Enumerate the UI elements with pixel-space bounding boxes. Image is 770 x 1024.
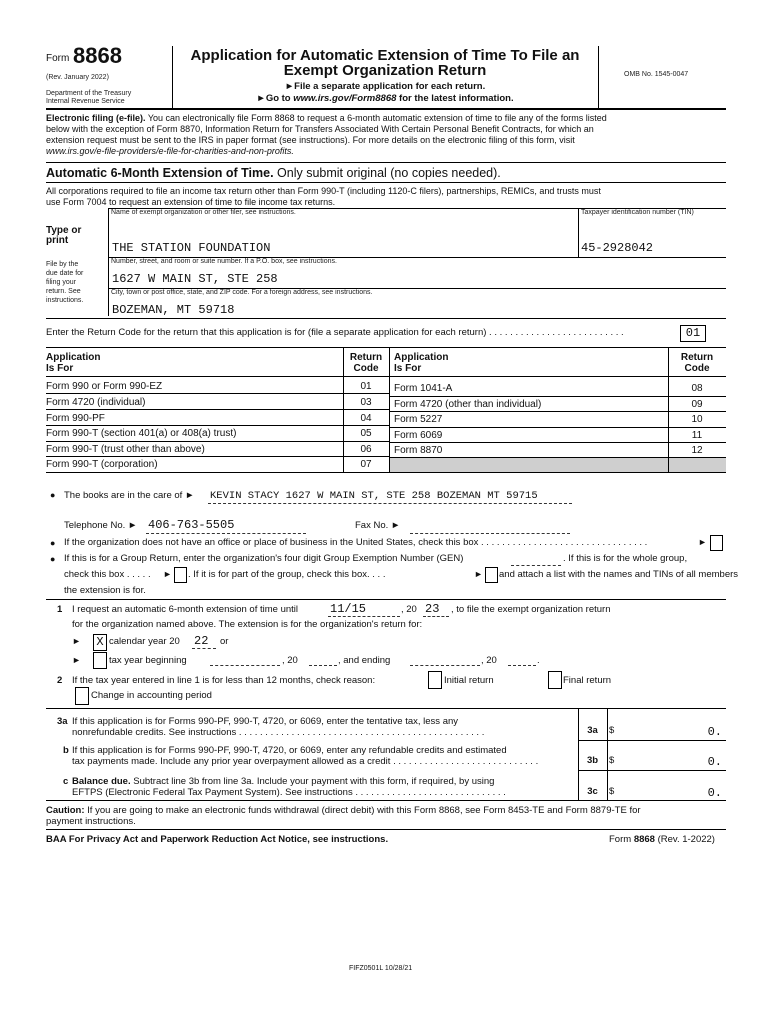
bullet-icon: ● bbox=[50, 490, 56, 500]
org-name-label: Name of exempt organization or other filer, see instructions. bbox=[111, 209, 296, 216]
change-accounting-checkbox[interactable] bbox=[75, 687, 89, 705]
tax-year-begin-year-field[interactable] bbox=[309, 665, 337, 666]
arrow-icon: ► bbox=[390, 520, 401, 531]
fax-label: Fax No. ► bbox=[355, 520, 401, 531]
table-row: Form 6069 bbox=[394, 430, 443, 441]
table-row: Form 990 or Form 990-EZ bbox=[46, 381, 163, 392]
omb-number: OMB No. 1545-0047 bbox=[624, 71, 689, 78]
group-return-text: If this is for a Group Return, enter the organization's four digit Group Exemption Number (GEN) bbox=[64, 553, 464, 564]
table-row: Form 4720 (other than individual) bbox=[394, 399, 542, 410]
arrow-icon: ► bbox=[474, 569, 483, 579]
whole-group-checkbox[interactable] bbox=[174, 567, 187, 583]
arrow-icon: ► bbox=[163, 569, 172, 579]
form-number: 8868 bbox=[73, 43, 122, 68]
form-word: Form bbox=[46, 53, 70, 64]
extension-year-field[interactable]: 23 bbox=[425, 602, 440, 616]
form-code: FIFZ0501L 10/28/21 bbox=[349, 965, 413, 972]
initial-return-checkbox[interactable] bbox=[428, 671, 442, 689]
tax-year-begin-field[interactable] bbox=[210, 665, 280, 666]
arrow-icon: ► bbox=[284, 81, 295, 92]
return-code-prompt: Enter the Return Code for the return that this application is for (file a separate application for each return) . . . . . . . . . . . . . . . . . . . . . . . . . . bbox=[46, 327, 624, 338]
books-care-field[interactable]: KEVIN STACY 1627 W MAIN ST, STE 258 BOZEMAN MT 59715 bbox=[210, 490, 538, 502]
books-label: The books are in the care of ► bbox=[64, 490, 195, 501]
tin-field[interactable]: 45-2928042 bbox=[581, 241, 654, 255]
fax-field[interactable] bbox=[410, 533, 570, 534]
dollar-sign: $ bbox=[609, 786, 615, 797]
line-2-number: 2 bbox=[57, 675, 63, 686]
department-line1: Department of the Treasury bbox=[46, 90, 132, 97]
table-row: Form 990-PF bbox=[46, 413, 105, 424]
calendar-year-checkbox[interactable]: X bbox=[93, 634, 107, 651]
bullet-icon: ● bbox=[50, 554, 56, 564]
efile-link[interactable]: www.irs.gov/e-file-providers/e-file-for-charities-and-non-profits. bbox=[46, 146, 294, 156]
arrow-icon: ► bbox=[698, 537, 707, 547]
form-title-line2: Exempt Organization Return bbox=[283, 62, 487, 79]
baa-notice: BAA For Privacy Act and Paperwork Reduction Act Notice, see instructions. bbox=[46, 834, 389, 845]
type-or-print-line1: Type or bbox=[46, 225, 82, 236]
city-label: City, town or post office, state, and ZIP code. For a foreign address, see instructions. bbox=[111, 289, 373, 296]
caution-note: Caution: If you are going to make an electronic funds withdrawal (direct debit) with this Form 8868, see Form 8453-TE and Form 8879-TE for bbox=[46, 805, 641, 816]
table-row: Form 5227 bbox=[394, 414, 443, 425]
tentative-tax-field[interactable]: 0. bbox=[707, 725, 722, 739]
return-code-field[interactable]: 01 bbox=[680, 325, 706, 342]
dollar-sign: $ bbox=[609, 755, 615, 766]
table-row: Form 990-T (section 401(a) or 408(a) trust) bbox=[46, 428, 237, 439]
line-3c-number: c bbox=[63, 776, 69, 787]
street-field[interactable]: 1627 W MAIN ST, STE 258 bbox=[112, 272, 278, 286]
department-line2: Internal Revenue Service bbox=[46, 98, 125, 105]
arrow-icon: ► bbox=[127, 520, 138, 531]
auto-extension-heading: Automatic 6-Month Extension of Time. Only submit original (no copies needed). bbox=[46, 166, 501, 180]
line-1-number: 1 bbox=[57, 604, 63, 615]
org-name-field[interactable]: THE STATION FOUNDATION bbox=[112, 241, 271, 255]
form-title-line1: Application for Automatic Extension of Time To File an bbox=[190, 47, 580, 64]
arrow-icon: ► bbox=[72, 655, 81, 665]
arrow-icon: ► bbox=[256, 93, 266, 104]
table-row: Form 4720 (individual) bbox=[46, 397, 146, 408]
table-row: Form 990-T (corporation) bbox=[46, 459, 158, 470]
city-field[interactable]: BOZEMAN, MT 59718 bbox=[112, 303, 235, 317]
no-office-text: If the organization does not have an office or place of business in the United States, check this box . . . . . . . . . . . . . . . . . . . . . . . . . . . . . . . . bbox=[64, 537, 648, 548]
telephone-field[interactable]: 406-763-5505 bbox=[148, 518, 235, 532]
line-3b-number: b bbox=[63, 745, 69, 756]
balance-due-field[interactable]: 0. bbox=[707, 786, 722, 800]
line-3a-number: 3a bbox=[57, 716, 68, 727]
irs-link[interactable]: www.irs.gov/Form8868 bbox=[293, 93, 397, 104]
instruction-line1: ►File a separate application for each return. bbox=[284, 81, 486, 92]
dollar-sign: $ bbox=[609, 725, 615, 736]
bullet-icon: ● bbox=[50, 538, 56, 548]
table-row: Form 1041-A bbox=[394, 383, 453, 394]
tin-label: Taxpayer identification number (TIN) bbox=[581, 209, 694, 216]
tax-year-checkbox[interactable] bbox=[93, 652, 107, 669]
part-group-checkbox[interactable] bbox=[485, 567, 498, 583]
arrow-icon: ► bbox=[72, 636, 81, 646]
revision-date: (Rev. January 2022) bbox=[46, 74, 109, 81]
street-label: Number, street, and room or suite number. If a P.O. box, see instructions. bbox=[111, 258, 337, 265]
tax-year-end-field[interactable] bbox=[410, 665, 480, 666]
extension-until-field[interactable]: 11/15 bbox=[330, 602, 367, 616]
type-or-print-line2: print bbox=[46, 235, 69, 246]
instruction-line2: ►Go to www.irs.gov/Form8868 for the latest information. bbox=[256, 93, 514, 104]
refundable-credits-field[interactable]: 0. bbox=[707, 755, 722, 769]
efile-heading: Electronic filing (e-file). bbox=[46, 113, 146, 123]
gen-field[interactable] bbox=[511, 565, 561, 566]
final-return-checkbox[interactable] bbox=[548, 671, 562, 689]
footer-form-id: Form 8868 (Rev. 1-2022) bbox=[609, 834, 715, 845]
arrow-icon: ► bbox=[184, 490, 195, 501]
no-office-checkbox[interactable] bbox=[710, 535, 723, 551]
telephone-label: Telephone No. ► bbox=[64, 520, 138, 531]
table-row: Form 990-T (trust other than above) bbox=[46, 444, 205, 455]
table-row: Form 8870 bbox=[394, 445, 443, 456]
tax-year-end-year-field[interactable] bbox=[508, 665, 536, 666]
calendar-year-field[interactable]: 22 bbox=[194, 634, 209, 648]
